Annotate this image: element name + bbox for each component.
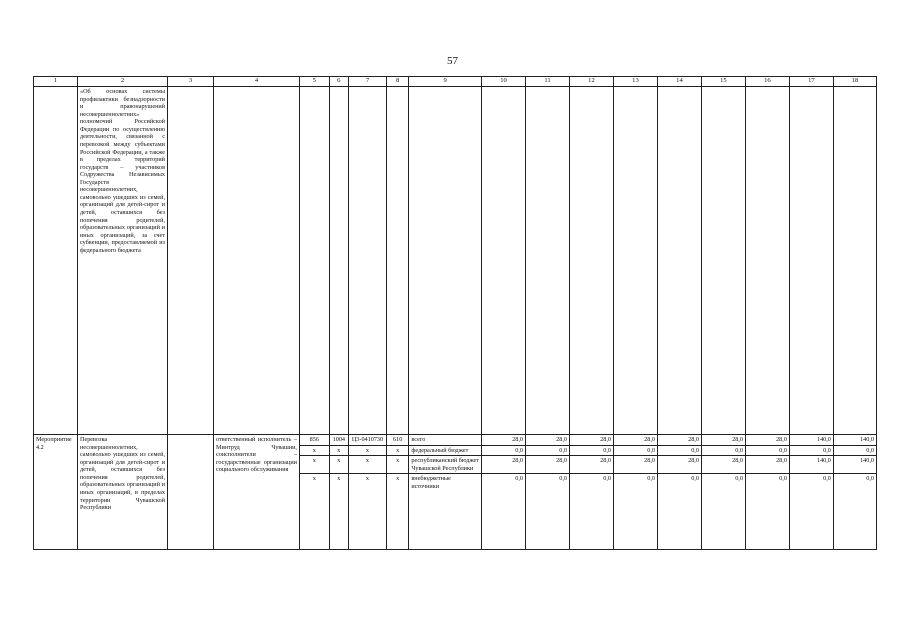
year-value: 28,0 bbox=[657, 435, 701, 446]
year-value: 0,0 bbox=[569, 445, 613, 456]
year-value: 0,0 bbox=[613, 474, 657, 550]
header-col-17: 17 bbox=[789, 77, 833, 87]
kbk-section: x bbox=[329, 456, 348, 474]
measure-row bbox=[34, 435, 877, 446]
header-col-13: 13 bbox=[613, 77, 657, 87]
year-value: 0,0 bbox=[745, 445, 789, 456]
kbk-gov: x bbox=[299, 474, 329, 550]
year-value: 28,0 bbox=[526, 435, 570, 446]
kbk-section: 1004 bbox=[329, 435, 348, 446]
kbk-target: x bbox=[349, 445, 387, 456]
funding-source: республиканский бюджет Чувашской Республики bbox=[409, 456, 482, 474]
year-value: 0,0 bbox=[526, 445, 570, 456]
year-value: 28,0 bbox=[613, 435, 657, 446]
year-value: 0,0 bbox=[569, 474, 613, 550]
year-value: 28,0 bbox=[526, 456, 570, 474]
year-value: 0,0 bbox=[701, 474, 745, 550]
funding-source: федеральный бюджет bbox=[409, 445, 482, 456]
year-value: 140,0 bbox=[833, 435, 876, 446]
year-value: 28,0 bbox=[613, 456, 657, 474]
year-value: 28,0 bbox=[657, 456, 701, 474]
header-row bbox=[34, 77, 877, 87]
header-col-11: 11 bbox=[526, 77, 570, 87]
year-value: 28,0 bbox=[745, 456, 789, 474]
year-value: 0,0 bbox=[745, 474, 789, 550]
year-value: 0,0 bbox=[657, 445, 701, 456]
header-col-18: 18 bbox=[833, 77, 876, 87]
header-col-10: 10 bbox=[482, 77, 526, 87]
year-value: 0,0 bbox=[701, 445, 745, 456]
year-value: 28,0 bbox=[482, 435, 526, 446]
header-col-4: 4 bbox=[214, 77, 300, 87]
year-value: 0,0 bbox=[789, 445, 833, 456]
measure-description: Перевозка несовершеннолетних, самовольно ушедших из семей, организаций для детей-сирот и детей, оставшихся без попечения родителей, образовательных организаций и иных организаций, в пределах территории Чувашской Республики bbox=[77, 435, 167, 550]
header-col-5: 5 bbox=[299, 77, 329, 87]
kbk-target: x bbox=[349, 456, 387, 474]
year-value: 28,0 bbox=[482, 456, 526, 474]
page-number: 57 bbox=[447, 55, 458, 67]
year-value: 28,0 bbox=[569, 456, 613, 474]
year-value: 28,0 bbox=[569, 435, 613, 446]
year-value: 0,0 bbox=[482, 445, 526, 456]
year-value: 28,0 bbox=[701, 456, 745, 474]
kbk-type: 610 bbox=[386, 435, 409, 446]
kbk-section: x bbox=[329, 474, 348, 550]
header-col-8: 8 bbox=[386, 77, 409, 87]
header-col-12: 12 bbox=[569, 77, 613, 87]
year-value: 140,0 bbox=[789, 435, 833, 446]
year-value: 0,0 bbox=[526, 474, 570, 550]
cont-description: «Об основах системы профилактики безнадзорности и правонарушений несовершеннолетних» полномочий Российской Федерации по осуществлению деятельности, связанной с перевозкой между субъектами Российской Федерации, а также в пределах территорий государств – участников Содружества Независимых Государств несовершеннолетних, самовольно ушедших из семей, организаций для детей-сирот и детей, оставшихся без попечения родителей, образовательных организаций и иных организаций, за счет субвенции, предоставляемой из федерального бюджета bbox=[77, 87, 167, 435]
kbk-type: x bbox=[386, 445, 409, 456]
year-value: 0,0 bbox=[482, 474, 526, 550]
header-col-6: 6 bbox=[329, 77, 348, 87]
year-value: 0,0 bbox=[789, 474, 833, 550]
header-col-16: 16 bbox=[745, 77, 789, 87]
year-value: 0,0 bbox=[657, 474, 701, 550]
kbk-gov: 856 bbox=[299, 435, 329, 446]
year-value: 0,0 bbox=[613, 445, 657, 456]
kbk-target: Ц3-0410730 bbox=[349, 435, 387, 446]
funding-source: всего bbox=[409, 435, 482, 446]
kbk-gov: x bbox=[299, 445, 329, 456]
header-col-14: 14 bbox=[657, 77, 701, 87]
year-value: 0,0 bbox=[833, 474, 876, 550]
header-col-2: 2 bbox=[77, 77, 167, 87]
measure-c3 bbox=[168, 435, 214, 550]
header-col-3: 3 bbox=[168, 77, 214, 87]
cont-c1 bbox=[34, 87, 78, 435]
year-value: 0,0 bbox=[833, 445, 876, 456]
kbk-type: x bbox=[386, 474, 409, 550]
kbk-gov: x bbox=[299, 456, 329, 474]
budget-table bbox=[33, 76, 877, 550]
year-value: 140,0 bbox=[833, 456, 876, 474]
measure-id: Мероприятие 4.2 bbox=[34, 435, 78, 550]
funding-source: внебюджетные источники bbox=[409, 474, 482, 550]
year-value: 28,0 bbox=[745, 435, 789, 446]
year-value: 28,0 bbox=[701, 435, 745, 446]
kbk-type: x bbox=[386, 456, 409, 474]
kbk-target: x bbox=[349, 474, 387, 550]
header-col-9: 9 bbox=[409, 77, 482, 87]
header-col-1: 1 bbox=[34, 77, 78, 87]
continuation-row bbox=[34, 87, 877, 435]
measure-executor: ответственный исполнитель – Минтруд Чувашии, соисполнители – государственные организации социального обслуживания bbox=[214, 435, 300, 550]
year-value: 140,0 bbox=[789, 456, 833, 474]
header-col-7: 7 bbox=[349, 77, 387, 87]
header-col-15: 15 bbox=[701, 77, 745, 87]
kbk-section: x bbox=[329, 445, 348, 456]
